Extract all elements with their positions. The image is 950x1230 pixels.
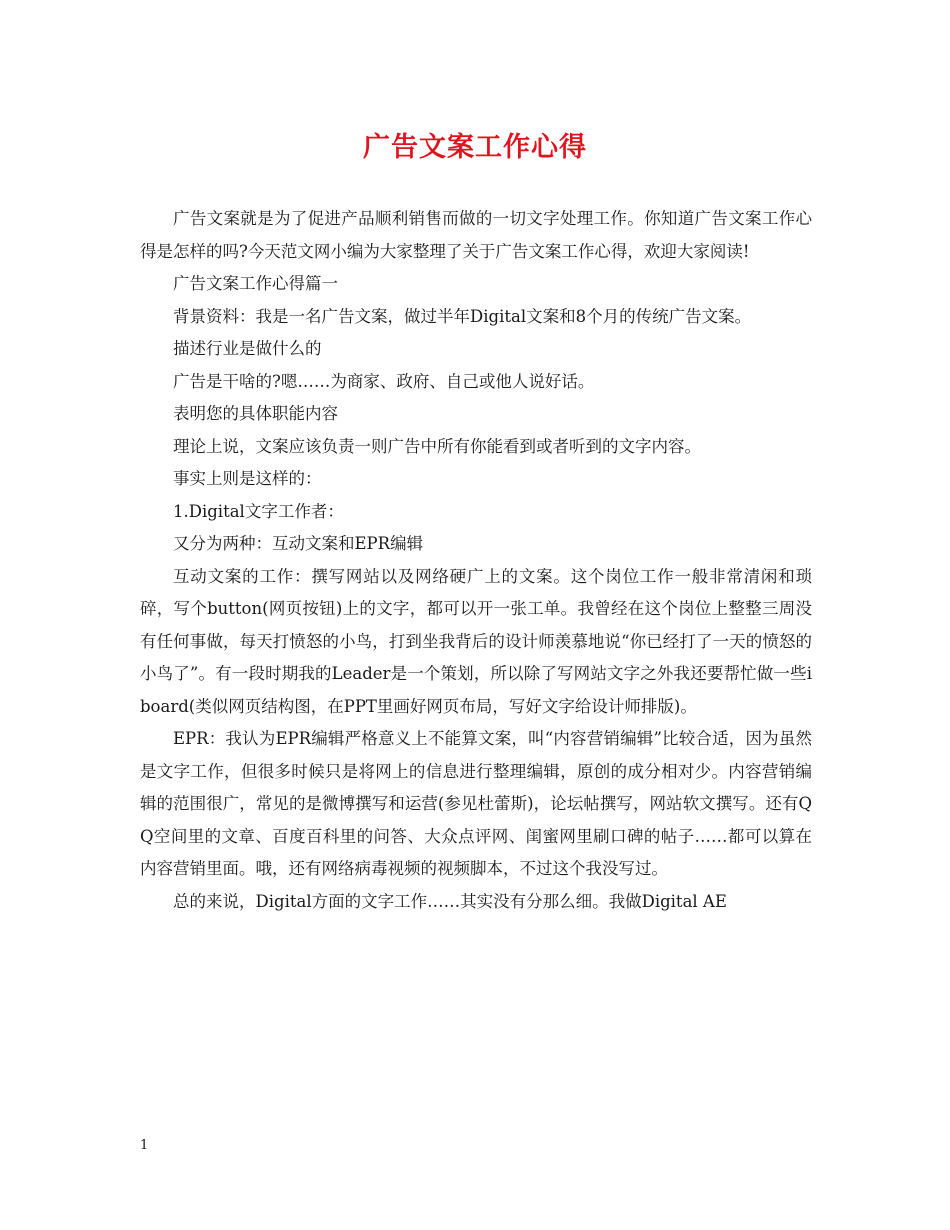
paragraph: 总的来说，Digital方面的文字工作……其实没有分那么细。我做Digital AE [173,891,727,911]
paragraph: 表明您的具体职能内容 [173,404,338,423]
paragraph: 理论上说，文案应该负责一则广告中所有你能看到或者听到的文字内容。 [173,436,701,456]
paragraph: 广告文案就是为了促进产品顺利销售而做的一切文字处理工作。你知道广告文案工作心得是怎样的吗?今天范文网小编为大家整理了关于广告文案工作心得，欢迎大家阅读! [140,209,812,261]
paragraph: 描述行业是做什么的 [173,339,322,358]
document-title: 广告文案工作心得 [363,132,587,163]
paragraph: 又分为两种：互动文案和EPR编辑 [173,534,424,553]
document-body [140,203,812,918]
paragraph: 1.Digital文字工作者： [173,501,344,521]
paragraph: 广告文案工作心得篇一 [173,274,338,293]
paragraph: 广告是干啥的?嗯……为商家、政府、自己或他人说好话。 [173,371,595,391]
paragraph: 背景资料：我是一名广告文案，做过半年Digital文案和8个月的传统广告文案。 [173,306,752,326]
paragraph: EPR：我认为EPR编辑严格意义上不能算文案，叫“内容营销编辑”比较合适，因为虽然是文字工作，但很多时候只是将网上的信息进行整理编辑，原创的成分相对少。内容营销编辑的范围很广，常见的是微博撰写和运营(参见杜蕾斯)，论坛帖撰写，网站软文撰写。还有QQ空间里的文章、百度百科里的问答、大众点评网、闺蜜网里刷口碑的帖子……都可以算在内容营销里面。哦，还有网络病毒视频的视频脚本，不过这个我没写过。 [140,729,812,878]
page-number: 1 [140,1138,149,1153]
paragraph: 事实上则是这样的： [173,469,322,488]
paragraph: 互动文案的工作：撰写网站以及网络硬广上的文案。这个岗位工作一般非常清闲和琐碎，写个button(网页按钮)上的文字，都可以开一张工单。我曾经在这个岗位上整整三周没有任何事做，每天打愤怒的小鸟，打到坐我背后的设计师羡慕地说“你已经打了一天的愤怒的小鸟了”。有一段时期我的Leader是一个策划，所以除了写网站文字之外我还要帮忙做一些iboard(类似网页结构图，在PPT里画好网页布局，写好文字给设计师排版)。 [140,566,812,716]
